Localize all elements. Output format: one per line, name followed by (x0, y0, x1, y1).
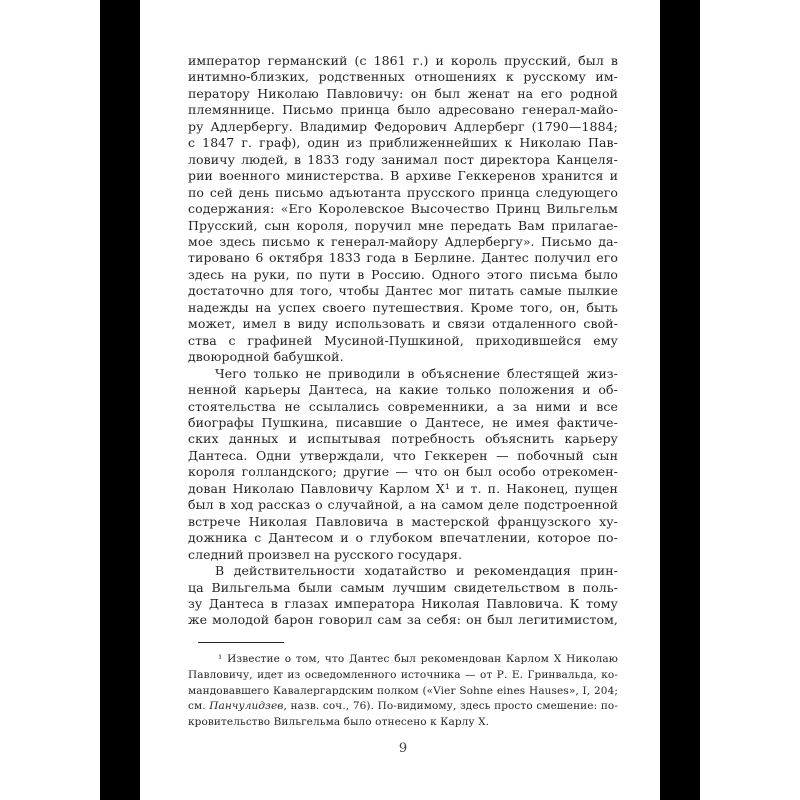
body-line: ца Вильгельма были самым лучшим свидетельством в поль- (188, 579, 618, 595)
body-line: по сей день письмо адъютанта прусского принца следующего (188, 184, 618, 200)
footnote-line: Павловичу, идет из осведомленного источника — от Р. Е. Гринвальда, ко- (188, 668, 618, 681)
book-cover-edge-right (660, 0, 700, 800)
body-line: мое здесь письмо к генерал-майору Адлербергу». Письмо да- (188, 233, 618, 249)
body-line: племяннице. Письмо принца было адресовано генерал-майо- (188, 102, 618, 118)
body-line: встрече Николая Павловича в мастерской французского ху- (188, 513, 618, 529)
body-line: содержания: «Его Королевское Высочество Принц Вильгельм (188, 201, 618, 217)
body-line: же молодой барон говорил сам за себя: он был легитимистом, (188, 612, 618, 628)
body-line: ских данных и испытывая потребность объяснить карьеру (188, 431, 618, 447)
footnote-line: кровительство Вильгельма было отнесено к Карлу X. (188, 716, 490, 729)
body-line: император германский (с 1861 г.) и король прусский, был в (188, 53, 618, 68)
body-line: биографы Пушкина, писавшие о Дантесе, не имея фактиче- (188, 414, 618, 430)
body-text (188, 53, 618, 629)
body-line: ру Адлербергу. Владимир Федорович Адлерберг (1790—1884; (188, 118, 618, 134)
body-line: В действительности ходатайство и рекомендация прин- (215, 563, 618, 579)
body-line: интимно-близких, родственных отношениях к русскому им- (188, 69, 618, 85)
body-line: ловичу людей, в 1833 году занимал пост директора Канцеля- (188, 151, 618, 167)
body-line: рии военного министерства. В архиве Геккеренов хранится и (188, 168, 618, 184)
footnote-line: см. Панчулидзев, назв. соч., 76). По-видимому, здесь просто смешение: по- (188, 700, 619, 713)
body-line: с 1847 г. граф), один из приближеннейших к Николаю Пав- (188, 135, 618, 151)
footnote-line: ¹ Известие о том, что Дантес был рекомендован Карлом X Николаю (218, 653, 618, 665)
body-line: следний произвел на русского государя. (188, 546, 463, 562)
page (140, 0, 660, 800)
body-line: Чего только не приводили в объяснение блестящей жиз- (215, 365, 618, 381)
body-line: короля голландского; другие — что он был особо отрекомен- (188, 464, 618, 480)
body-line: может, имел в виду использовать и связи отдаленного свой- (188, 316, 618, 332)
body-line: надежды на успех своего путешествия. Кроме того, он, быть (188, 299, 618, 315)
footnote-line: мандовавшего Кавалергардским полком («Vier Sohne eines Hauses», I, 204; (188, 684, 618, 697)
footnote-text (188, 652, 618, 731)
footnote-divider (198, 642, 284, 643)
body-line: ства с графиней Мусиной-Пушкиной, приходившейся ему (188, 332, 618, 348)
body-line: ператору Николаю Павловичу: он был женат на его родной (188, 85, 618, 101)
body-line: дожника с Дантесом и о глубоком впечатлении, которое по- (188, 530, 618, 546)
body-line: Дантеса. Одни утверждали, что Геккерен — побочный сын (188, 447, 618, 463)
body-line: был в ход рассказ о случайной, а на самом деле подстроенной (188, 497, 618, 513)
body-line: тировано 6 октября 1833 года в Берлине. Дантес получил его (188, 250, 618, 266)
body-line: зу Дантеса в глазах императора Николая Павловича. К тому (188, 595, 618, 611)
body-line: двоюродной бабушкой. (188, 349, 344, 365)
body-line: дован Николаю Павловичу Карлом X¹ и т. п. Наконец, пущен (188, 480, 618, 496)
body-line: стоятельства не ссылались современники, а за ними и все (188, 398, 618, 414)
body-line: здесь на руки, по пути в Россию. Одного этого письма было (188, 266, 618, 282)
page-number: 9 (398, 741, 408, 756)
body-line: Прусский, сын короля, поручил мне передать Вам прилагае- (188, 217, 618, 233)
body-line: ненной карьеры Дантеса, на какие только положения и об- (188, 382, 618, 398)
book-cover-edge-left (100, 0, 140, 800)
body-line: достаточно для того, чтобы Дантес мог питать самые пылкие (188, 283, 618, 299)
